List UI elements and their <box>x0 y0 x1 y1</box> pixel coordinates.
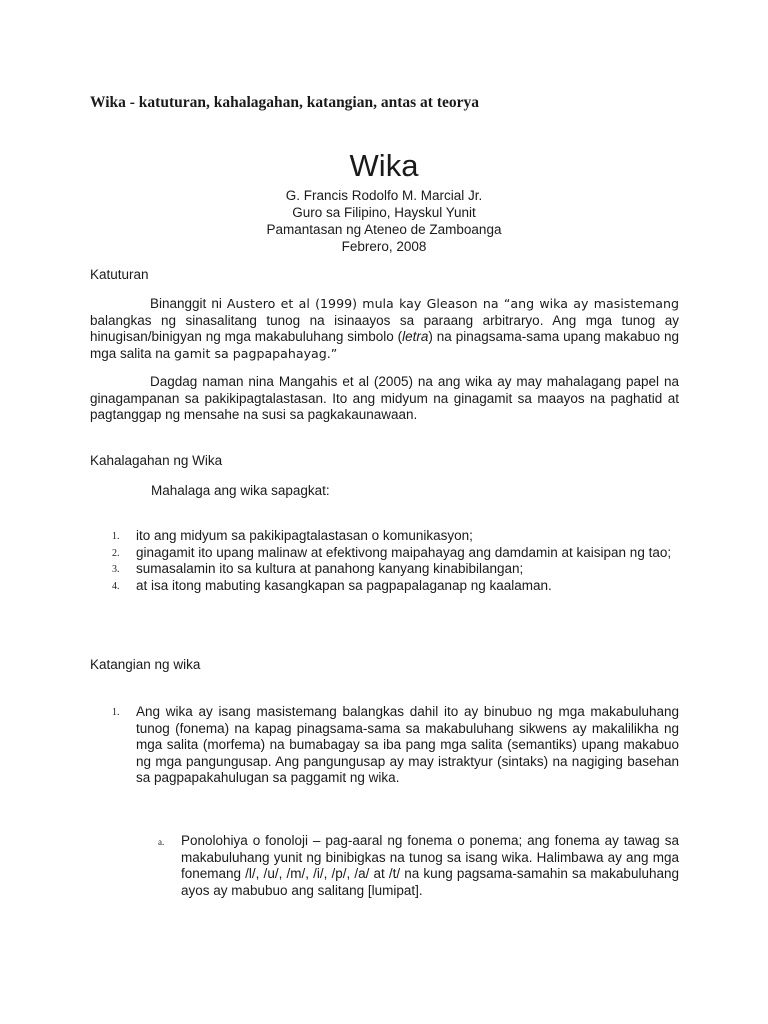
paragraph-definition-gleason <box>90 296 679 363</box>
list-item-text: Ang wika ay isang masistemang balangkas dahil ito ay binubuo ng mga makabuluhang tunog (fonema) na kapag pinagsama-sama sa makabuluhang sikwens ay makalilikha ng mga salita (morfema) na bumabagay sa iba pang mga salita (semantiks) upang makabuo ng mga pangungusap. Ang pangungusap ay may istraktyur (sintaks) na nagiging basehan sa pagpapakahulugan sa paggamit ng wika. <box>136 704 679 785</box>
section-label-katuturan: Katuturan <box>90 267 149 282</box>
author-name: G. Francis Rodolfo M. Marcial Jr. <box>285 188 483 203</box>
paragraph-text: balangkas ng sinasalitang tunog na isinaayos sa paraang arbitraryo. Ang mga tunog ay hinugisan/binigyan ng mga makabuluhang simbolo ( <box>90 312 679 345</box>
characteristics-list <box>90 704 679 787</box>
page-title: Wika <box>349 148 419 183</box>
list-number: 1. <box>112 531 120 542</box>
sublist-item <box>136 833 679 899</box>
author-institution: Pamantasan ng Ateneo de Zamboanga <box>266 222 502 237</box>
section-label-katangian: Katangian ng wika <box>90 657 201 672</box>
section-label-kahalagahan: Kahalagahan ng Wika <box>90 453 223 468</box>
emphasis-letra: letra <box>402 329 429 345</box>
list-item <box>90 528 679 545</box>
list-item-text: Ponolohiya o fonoloji – pag-aaral ng fonema o ponema; ang fonema ay tawag sa makabuluhang yunit ng binibigkas na tunog sa isang wika. Halimbawa ay ang mga fonemang /l/, /u/, /m/, /i/, /p/, /a/ at /t/ na kung pagsama-samahin sa makabuluhang ayos ay mabubuo ang salitang [lumipat]. <box>181 833 679 898</box>
list-number: 1. <box>112 707 120 718</box>
paragraph-text: ) na pinagsama-sama upang makabuo ng mga salita na <box>90 329 679 362</box>
list-item-text: ginagamit ito upang malinaw at efektivong maipahayag ang damdamin at kaisipan ng tao; <box>136 544 672 560</box>
author-block <box>0 187 768 255</box>
paragraph-text-tail: gamit sa pagpapahayag.” <box>174 346 338 362</box>
list-intro: Mahalaga ang wika sapagkat: <box>151 483 330 498</box>
importance-list <box>90 528 679 594</box>
paragraph-text: Binanggit ni <box>150 296 227 311</box>
list-item-text: at isa itong mabuting kasangkapan sa pagpapalaganap ng kaalaman. <box>136 577 552 593</box>
paragraph-definition-mangahis: Dagdag naman nina Mangahis et al (2005) na ang wika ay may mahalagang papel na ginagampanan sa pakikipagtalastasan. Ito ang midyum na ginagamit sa maayos na paghatid at pagtanggap ng mensahe na susi sa pagkakaunawaan. <box>90 374 679 423</box>
list-item <box>90 561 679 578</box>
list-number: a. <box>158 837 165 847</box>
list-item-text: sumasalamin ito sa kultura at panahong kanyang kinabibilangan; <box>136 561 524 576</box>
list-item <box>90 704 679 787</box>
list-number: 2. <box>112 547 120 559</box>
list-item <box>90 578 679 595</box>
citation-text: Austero et al (1999) mula kay Gleason na “ang wika ay masistemang <box>226 296 679 311</box>
list-item <box>90 545 679 562</box>
characteristics-sublist <box>136 833 679 899</box>
author-position: Guro sa Filipino, Hayskul Yunit <box>292 205 476 220</box>
document-date: Febrero, 2008 <box>341 239 427 254</box>
document-heading: Wika - katuturan, kahalagahan, katangian, antas at teorya <box>90 94 480 111</box>
list-number: 3. <box>112 564 120 575</box>
list-item-text: ito ang midyum sa pakikipagtalastasan o komunikasyon; <box>136 528 473 543</box>
list-number: 4. <box>112 580 120 592</box>
